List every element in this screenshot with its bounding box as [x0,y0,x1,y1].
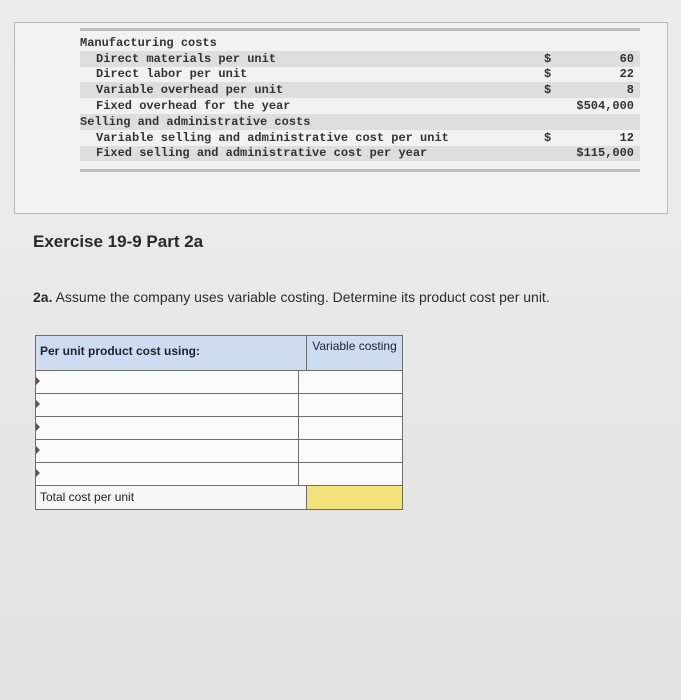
cost-row-label: Selling and administrative costs [80,114,311,129]
cost-row-label: Direct labor per unit [96,67,248,82]
cost-data-table [80,28,640,172]
header-label: Per unit product cost using: [36,336,307,370]
cost-row [80,67,640,83]
cost-row [80,130,640,146]
question-body: Assume the company uses variable costing. Determine its product cost per unit. [52,289,550,305]
cost-row-currency: $ [544,83,552,98]
cost-row-amount: 8 [626,83,634,98]
total-row [36,485,402,509]
cost-row-label: Direct materials per unit [96,51,277,66]
cost-label-input[interactable] [36,463,299,485]
cost-row [80,146,640,162]
question-number: 2a. [33,289,53,305]
answer-table [35,335,403,510]
cost-label-input[interactable] [36,371,299,393]
cost-label-input[interactable] [36,440,299,462]
question-text [33,289,550,305]
cost-row-label: Fixed overhead for the year [96,99,291,114]
cost-row [80,114,640,130]
total-cost-input[interactable] [307,486,402,509]
cost-label-input[interactable] [36,417,299,439]
answer-row [36,462,402,485]
cost-row [80,98,640,114]
total-cost-label: Total cost per unit [36,486,307,509]
cost-row [80,35,640,51]
answer-row [36,439,402,462]
cost-row-currency: $ [544,51,552,66]
cost-row-amount: $115,000 [576,146,634,161]
header-variable-costing: Variable costing [307,336,402,370]
cost-value-input[interactable] [299,440,402,462]
cost-row-label: Variable selling and administrative cost per unit [96,130,449,145]
answer-row [36,370,402,393]
cost-row-amount: $504,000 [576,99,634,114]
cost-row-label: Manufacturing costs [80,35,217,50]
table-top-rule [80,28,640,31]
cost-row-amount: 22 [619,67,634,82]
cost-value-input[interactable] [299,417,402,439]
cost-row-currency: $ [544,67,552,82]
answer-table-header [36,336,402,370]
cost-row [80,51,640,67]
cost-row [80,82,640,98]
cost-value-input[interactable] [299,463,402,485]
cost-value-input[interactable] [299,371,402,393]
exercise-heading: Exercise 19-9 Part 2a [33,232,204,251]
cost-value-input[interactable] [299,394,402,416]
cost-row-label: Variable overhead per unit [96,83,284,98]
cost-row-label: Fixed selling and administrative cost per year [96,146,428,161]
cost-row-currency: $ [544,130,552,145]
table-bottom-rule [80,169,640,172]
answer-row [36,393,402,416]
cost-row-amount: 60 [619,51,634,66]
cost-label-input[interactable] [36,394,299,416]
cost-row-amount: 12 [619,130,634,145]
answer-row [36,416,402,439]
